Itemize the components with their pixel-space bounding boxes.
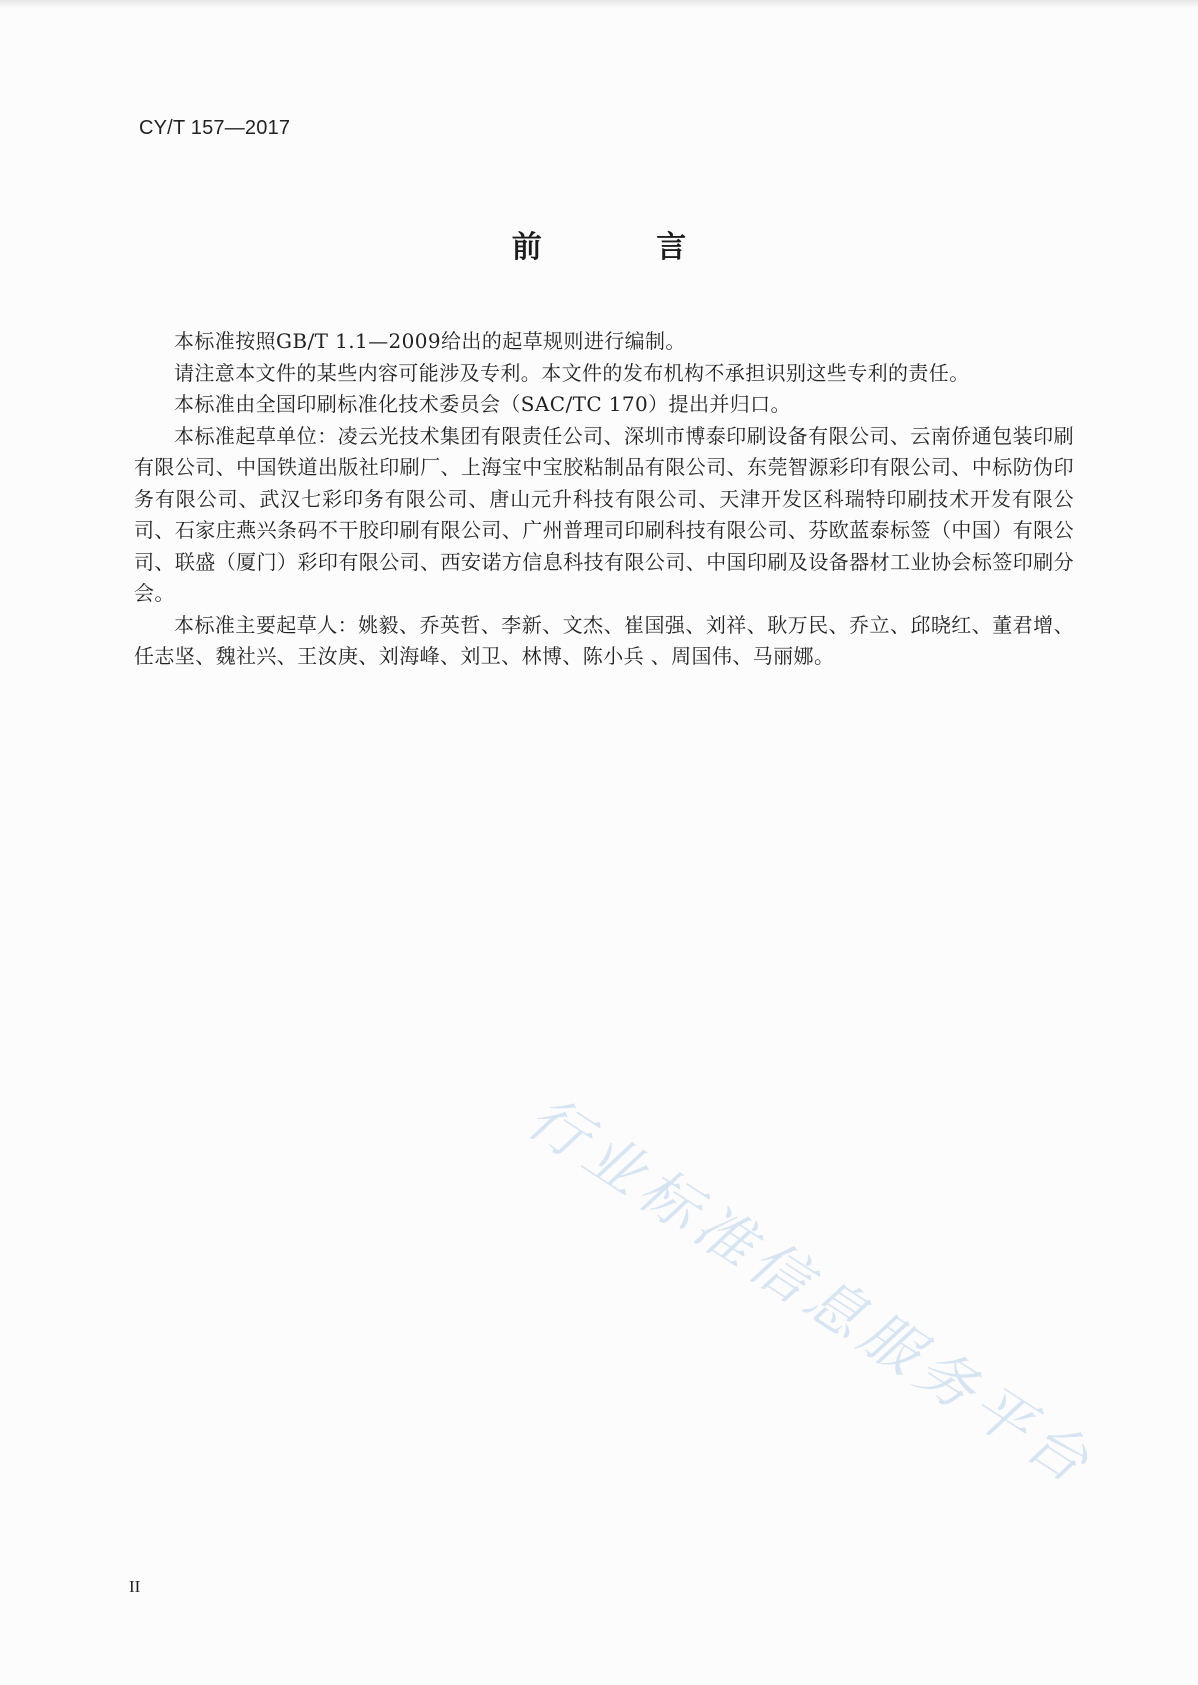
paragraph-drafters: 本标准主要起草人：姚毅、乔英哲、李新、文杰、崔国强、刘祥、耿万民、乔立、邱晓红、董君增、任志坚、魏社兴、王汝庚、刘海峰、刘卫、林博、陈小兵 、周国伟、马丽娜。 [134, 612, 1074, 668]
paragraph-patent-notice: 请注意本文件的某些内容可能涉及专利。本文件的发布机构不承担识别这些专利的责任。 [174, 360, 970, 385]
page-title: 前 言 [511, 230, 739, 265]
page-number: II [129, 1577, 141, 1596]
scan-top-edge [0, 0, 1198, 8]
foreword-body [134, 326, 1074, 673]
standard-code: CY/T 157—2017 [139, 117, 291, 139]
watermark: 行业标准信息服务平台 [515, 1082, 1107, 1500]
paragraph-proposer: 本标准由全国印刷标准化技术委员会（SAC/TC 170）提出并归口。 [174, 392, 791, 416]
paragraph-drafting-rules: 本标准按照GB/T 1.1—2009给出的起草规则进行编制。 [174, 329, 686, 353]
paragraph-drafting-units: 本标准起草单位：凌云光技术集团有限责任公司、深圳市博泰印刷设备有限公司、云南侨通包装印刷有限公司、中国铁道出版社印刷厂、上海宝中宝胶粘制品有限公司、东莞智源彩印有限公司、中标防伪印务有限公司、武汉七彩印务有限公司、唐山元升科技有限公司、天津开发区科瑞特印刷技术开发有限公司、石家庄燕兴条码不干胶印刷有限公司、广州普理司印刷科技有限公司、芬欧蓝泰标签（中国）有限公司、联盛（厦门）彩印有限公司、西安诺方信息科技有限公司、中国印刷及设备器材工业协会标签印刷分会。 [134, 423, 1074, 605]
